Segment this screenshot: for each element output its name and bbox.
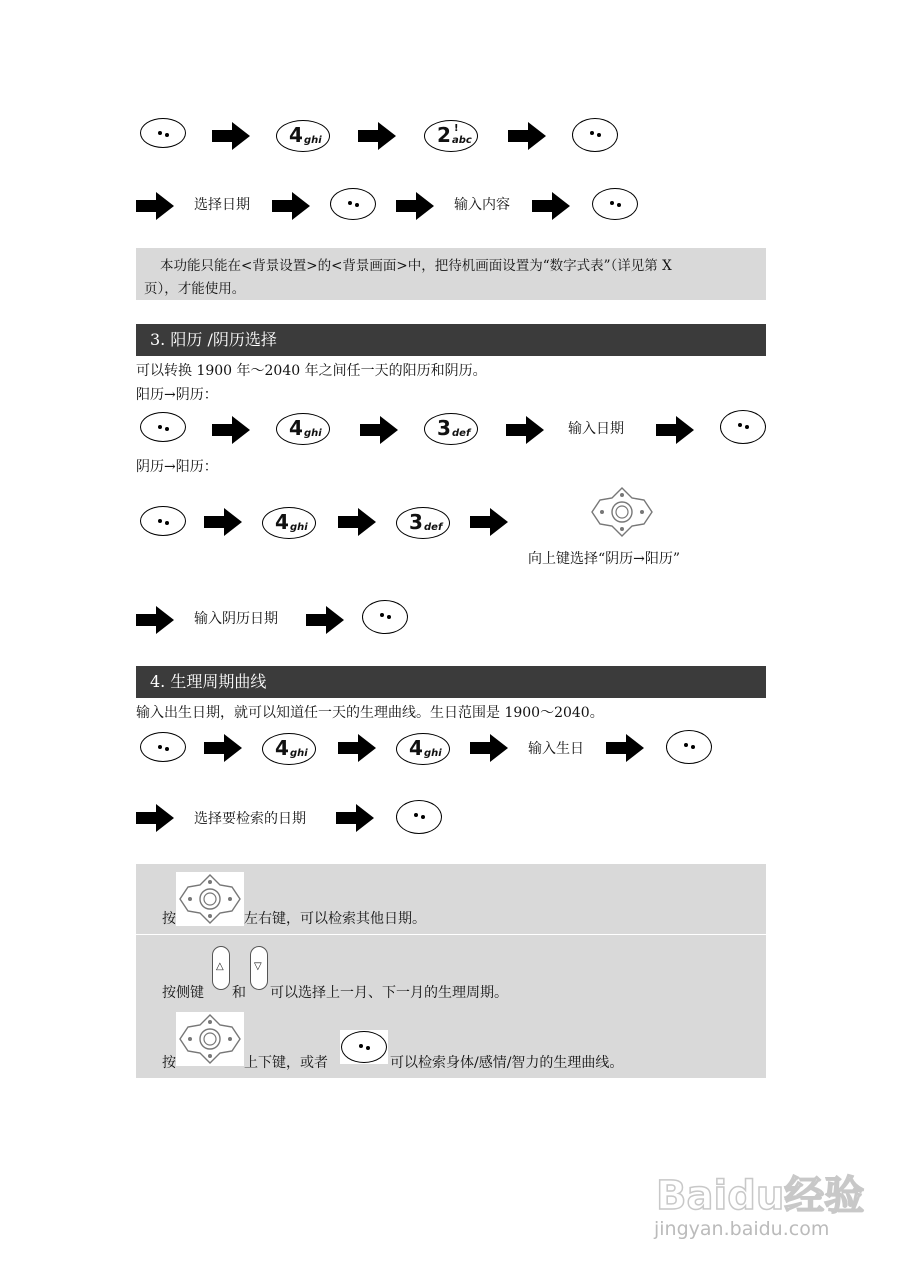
watermark bbox=[646, 1146, 865, 1246]
note-text: 和 bbox=[232, 985, 246, 1001]
arrow-icon bbox=[358, 122, 396, 150]
ok-key-icon bbox=[720, 410, 766, 444]
step-label: 输入生日 bbox=[528, 741, 584, 757]
note-text: 可以选择上一月、下一月的生理周期。 bbox=[270, 985, 508, 1001]
arrow-icon bbox=[204, 508, 242, 536]
note-text: 可以检索身体/感情/智力的生理曲线。 bbox=[390, 1055, 624, 1071]
note-text: 页），才能使用。 bbox=[144, 281, 246, 297]
arrow-icon bbox=[338, 734, 376, 762]
key-3-icon: 3 def bbox=[424, 413, 478, 445]
side-key-up-icon: △ bbox=[212, 946, 230, 990]
arrow-icon bbox=[360, 416, 398, 444]
dpad-icon bbox=[178, 1013, 242, 1065]
section-header: 3. 阳历 /阴历选择 bbox=[136, 324, 766, 356]
step-label: 输入阴历日期 bbox=[194, 611, 278, 627]
ok-key-icon bbox=[396, 800, 442, 834]
step-label: 选择日期 bbox=[194, 197, 250, 213]
note-text: 按 bbox=[162, 1055, 176, 1071]
key-4-icon: 4 ghi bbox=[276, 120, 330, 152]
arrow-icon bbox=[470, 734, 508, 762]
arrow-icon bbox=[336, 804, 374, 832]
ok-key-icon bbox=[330, 188, 376, 220]
arrow-icon bbox=[396, 192, 434, 220]
dpad-image bbox=[176, 872, 244, 926]
ok-key-icon bbox=[362, 600, 408, 634]
note-text: 上下键，或者 bbox=[244, 1055, 328, 1071]
ok-key-icon bbox=[666, 730, 712, 764]
arrow-icon bbox=[470, 508, 508, 536]
note-box bbox=[136, 864, 766, 1078]
dpad-caption: 向上键选择“阴历→阳历” bbox=[528, 551, 681, 567]
arrow-icon bbox=[338, 508, 376, 536]
key-4-icon: 4 ghi bbox=[262, 733, 316, 765]
arrow-icon bbox=[204, 734, 242, 762]
ok-key-icon bbox=[140, 732, 186, 762]
watermark-url: jingyan.baidu.com bbox=[654, 1218, 830, 1240]
ok-key-icon bbox=[140, 412, 186, 442]
key-4-icon: 4 ghi bbox=[396, 733, 450, 765]
key-4-icon: 4 ghi bbox=[276, 413, 330, 445]
ok-key-icon bbox=[572, 118, 618, 152]
arrow-icon bbox=[272, 192, 310, 220]
sub-heading: 阳历→阴历： bbox=[136, 387, 218, 403]
divider bbox=[136, 934, 766, 935]
arrow-icon bbox=[656, 416, 694, 444]
key-4-icon: 4 ghi bbox=[262, 507, 316, 539]
arrow-icon bbox=[212, 122, 250, 150]
ok-key-icon bbox=[140, 118, 186, 148]
note-text: 左右键，可以检索其他日期。 bbox=[244, 911, 426, 927]
section-header: 4. 生理周期曲线 bbox=[136, 666, 766, 698]
arrow-icon bbox=[532, 192, 570, 220]
arrow-icon bbox=[606, 734, 644, 762]
step-label: 输入日期 bbox=[568, 421, 624, 437]
ok-key-icon bbox=[140, 506, 186, 536]
ok-key-image bbox=[340, 1030, 388, 1064]
arrow-icon bbox=[136, 606, 174, 634]
side-key-down-icon: ▽ bbox=[250, 946, 268, 990]
sub-heading: 阴历→阳历： bbox=[136, 459, 218, 475]
step-label: 输入内容 bbox=[454, 197, 510, 213]
arrow-icon bbox=[306, 606, 344, 634]
arrow-icon bbox=[136, 192, 174, 220]
arrow-icon bbox=[508, 122, 546, 150]
section-desc: 输入出生日期，就可以知道任一天的生理曲线。生日范围是 1900～2040。 bbox=[136, 705, 604, 721]
arrow-icon bbox=[136, 804, 174, 832]
watermark-brand: Baidu经验 bbox=[656, 1173, 865, 1219]
dpad-icon bbox=[590, 486, 654, 538]
ok-key-icon bbox=[592, 188, 638, 220]
key-2-icon: 2 ! abc bbox=[424, 120, 478, 152]
arrow-icon bbox=[506, 416, 544, 444]
note-box bbox=[136, 248, 766, 300]
dpad-image bbox=[176, 1012, 244, 1066]
note-text: 本功能只能在<背景设置>的<背景画面>中，把待机画面设置为“数字式表”（详见第 X bbox=[160, 258, 672, 274]
dpad-icon bbox=[178, 873, 242, 925]
arrow-icon bbox=[212, 416, 250, 444]
key-3-icon: 3 def bbox=[396, 507, 450, 539]
step-label: 选择要检索的日期 bbox=[194, 811, 306, 827]
section-desc: 可以转换 1900 年～2040 年之间任一天的阳历和阴历。 bbox=[136, 363, 487, 379]
note-text: 按 bbox=[162, 911, 176, 927]
note-text: 按侧键 bbox=[162, 985, 204, 1001]
ok-key-icon bbox=[341, 1031, 387, 1063]
